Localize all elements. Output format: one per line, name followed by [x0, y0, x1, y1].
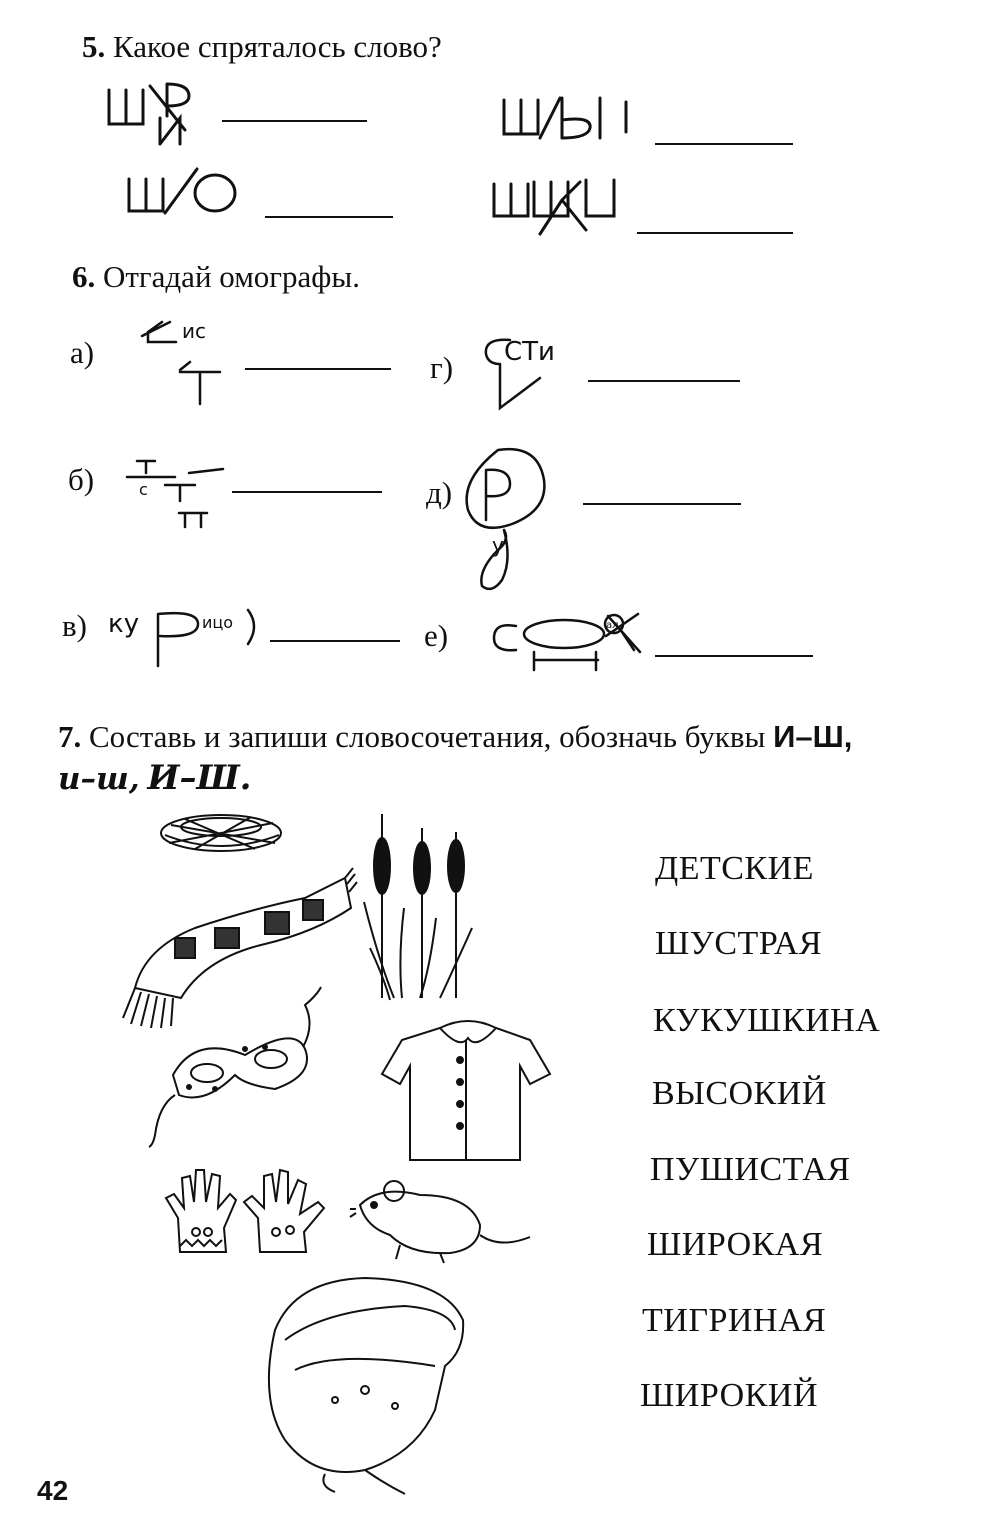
- svg-text:ку: ку: [108, 609, 140, 639]
- rebus-5-4-drawing: [490, 170, 620, 240]
- rebus-6-v-drawing: [108, 596, 268, 676]
- task-7-heading: 7. Составь и запиши словосочетания, обозначь буквы И–Ш,: [58, 719, 853, 754]
- svg-text:ал: ал: [606, 620, 619, 631]
- item-g-label: г): [430, 350, 454, 385]
- answer-line-5-1[interactable]: [222, 120, 367, 122]
- answer-line-6-g[interactable]: [588, 380, 740, 382]
- rebus-6-g: [480, 328, 570, 418]
- nest-picture: [155, 805, 290, 860]
- word-4: ВЫСОКИЙ: [652, 1075, 827, 1112]
- task-5-heading: 5. Какое спряталось слово?: [82, 29, 442, 64]
- answer-line-6-b[interactable]: [232, 491, 382, 493]
- svg-text:у: у: [492, 533, 504, 557]
- svg-text:СТи: СТи: [504, 337, 555, 367]
- mittens-picture: [160, 1158, 335, 1258]
- cattails-icon: [360, 808, 480, 1008]
- rebus-5-1-drawing: [105, 78, 215, 148]
- mask-picture: [145, 985, 330, 1150]
- word-3: КУКУШКИНА: [653, 1002, 881, 1039]
- item-a-label: а): [70, 335, 95, 370]
- rebus-6-e: [488, 608, 648, 678]
- page-number: 42: [37, 1475, 69, 1506]
- rebus-5-3-drawing: [125, 165, 245, 225]
- rebus-5-2-drawing: [500, 88, 640, 158]
- rebus-6-v: [108, 596, 268, 676]
- rebus-6-d: [458, 440, 558, 600]
- rebus-6-a: [140, 318, 250, 408]
- word-8: ШИРОКИЙ: [640, 1377, 819, 1414]
- answer-line-6-d[interactable]: [583, 503, 741, 505]
- task-7-letters: и–ш, И–Ш.: [58, 758, 252, 798]
- item-b-label: б): [68, 462, 95, 497]
- rebus-6-b: [125, 455, 235, 535]
- answer-line-5-4[interactable]: [637, 232, 793, 234]
- hat-icon: [255, 1270, 480, 1495]
- rebus-6-e-drawing: [488, 608, 648, 678]
- shirt-icon: [380, 1010, 555, 1170]
- cattails-picture: [360, 808, 480, 1008]
- rebus-5-4: [490, 170, 620, 240]
- hat-picture: [255, 1270, 480, 1495]
- task-6-heading: 6. Отгадай омографы.: [72, 259, 360, 294]
- item-e-label: е): [424, 618, 449, 653]
- word-5: ПУШИСТАЯ: [650, 1151, 851, 1188]
- svg-text:ис: ис: [182, 319, 206, 343]
- rebus-5-1: [105, 78, 215, 148]
- mouse-icon: [350, 1175, 535, 1265]
- rebus-5-2: [500, 88, 640, 158]
- item-d-label: д): [426, 475, 453, 510]
- shirt-picture: [380, 1010, 555, 1170]
- word-2: ШУСТРАЯ: [655, 925, 823, 962]
- answer-line-6-e[interactable]: [655, 655, 813, 657]
- mouse-picture: [350, 1175, 535, 1265]
- rebus-6-d-drawing: [458, 440, 558, 600]
- rebus-6-a-drawing: [140, 318, 250, 408]
- word-1: ДЕТСКИЕ: [655, 850, 814, 887]
- mask-icon: [145, 985, 330, 1150]
- answer-line-5-3[interactable]: [265, 216, 393, 218]
- word-6: ШИРОКАЯ: [647, 1226, 824, 1263]
- svg-text:ицо: ицо: [202, 613, 234, 632]
- rebus-6-g-drawing: [480, 328, 570, 418]
- rebus-6-b-drawing: [125, 455, 235, 535]
- gloves-icon: [160, 1158, 335, 1258]
- answer-line-6-v[interactable]: [270, 640, 400, 642]
- answer-line-5-2[interactable]: [655, 143, 793, 145]
- item-v-label: в): [62, 608, 87, 643]
- word-7: ТИГРИНАЯ: [642, 1302, 827, 1339]
- nest-icon: [155, 805, 290, 860]
- answer-line-6-a[interactable]: [245, 368, 391, 370]
- svg-text:с: с: [139, 480, 148, 499]
- rebus-5-3: [125, 165, 245, 225]
